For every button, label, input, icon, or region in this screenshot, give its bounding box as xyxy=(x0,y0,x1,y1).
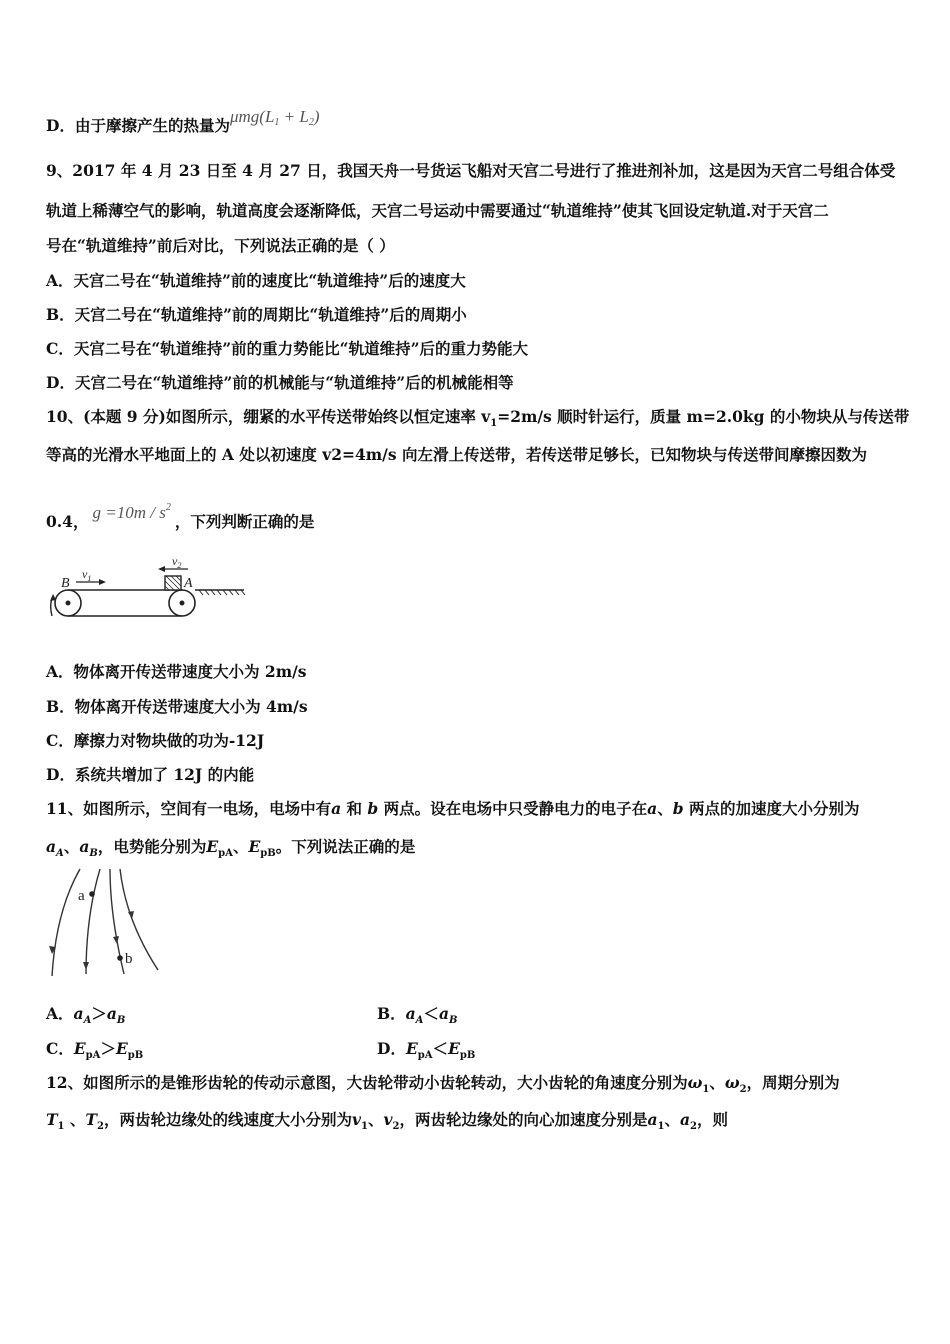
q9-option-c: C．天宫二号在“轨道维持”前的重力势能比“轨道维持”后的重力势能大 xyxy=(46,339,529,358)
q10-option-d: D．系统共增加了 12J 的内能 xyxy=(46,765,255,784)
q11-stem-line-1: 11、如图所示，空间有一电场，电场中有a 和 b 两点。设在电场中只受静电力的电子在a、b 两点的加速度大小分别为 xyxy=(46,799,860,818)
label-b: B xyxy=(61,576,70,591)
q11-option-c: C．$E_{pA}>E_{pB}$ xyxy=(46,1039,144,1062)
label-v1: $v_1$ xyxy=(82,567,92,583)
q12-stem-line-2: $T_1$ 、$T_2$，两齿轮边缘处的线速度大小分别为$v_1$、$v_2$，两齿轮边缘处的向心加速度分别是$a_1$、$a_2$，则 xyxy=(46,1110,729,1133)
electric-field-figure xyxy=(42,866,166,980)
conveyor-belt-figure xyxy=(44,554,254,626)
field-line-1 xyxy=(52,869,80,976)
label-point-b: b xyxy=(125,951,133,967)
label-a: A xyxy=(184,576,193,591)
q9-option-d: D．天宫二号在“轨道维持”前的机械能与“轨道维持”后的机械能相等 xyxy=(46,373,514,392)
q10-option-c: C．摩擦力对物块做的功为-12J xyxy=(46,731,265,750)
point-a xyxy=(89,891,95,897)
heat-formula: μmg(L1 + L2) xyxy=(229,107,320,128)
q8-option-d-text: D．由于摩擦产生的热量为 xyxy=(46,116,230,135)
q9-option-a: A．天宫二号在“轨道维持”前的速度比“轨道维持”后的速度大 xyxy=(46,271,466,290)
q10-stem-line-3: 0.4， $g =10m / s^2$，下列判断正确的是 xyxy=(46,502,315,531)
q9-stem-line-3: 号在“轨道维持”前后对比，下列说法正确的是（ ） xyxy=(46,236,395,255)
gravity-formula: $g =10m / s^2$ xyxy=(92,502,171,522)
label-point-a: a xyxy=(78,888,85,904)
q11-option-b: B．$a_A<a_B$ xyxy=(377,1004,458,1027)
point-b xyxy=(117,955,123,961)
q8-option-d xyxy=(46,107,320,142)
q10-option-b: B．物体离开传送带速度大小为 4m/s xyxy=(46,697,308,716)
q10-stem-line-1: 10、(本题 9 分)如图所示，绷紧的水平传送带始终以恒定速率 $v_1=2m/s$ 顺时针运行，质量 m=2.0kg 的小物块从与传送带 xyxy=(46,407,910,430)
q9-stem-line-2: 轨道上稀薄空气的影响，轨道高度会逐渐降低，天宫二号运动中需要通过“轨道维持”使其飞回设定轨道.对于天宫二 xyxy=(46,201,829,220)
q11-option-d: D．$E_{pA}<E_{pB}$ xyxy=(377,1039,476,1062)
q9-stem-line-1: 9、2017 年 4 月 23 日至 4 月 27 日，我国天舟一号货运飞船对天宫二号进行了推进剂补加，这是因为天宫二号组合体受 xyxy=(46,161,896,180)
q10-option-a: A．物体离开传送带速度大小为 2m/s xyxy=(46,662,307,681)
field-line-2 xyxy=(86,869,100,974)
label-v2: $v_2$ xyxy=(172,554,182,570)
q12-stem-line-1: 12、如图所示的是锥形齿轮的传动示意图，大齿轮带动小齿轮转动，大小齿轮的角速度分别为$\omega_1$、$\omega_2$，周期分别为 xyxy=(46,1073,840,1096)
q9-option-b: B．天宫二号在“轨道维持”前的周期比“轨道维持”后的周期小 xyxy=(46,305,467,324)
q11-option-a: A．$a_A>a_B$ xyxy=(46,1004,126,1027)
q11-stem-line-2: $a_A$、$a_B$，电势能分别为$E_{pA}$、$E_{pB}$。下列说法正确的是 xyxy=(46,837,416,860)
q10-stem-line-2: 等高的光滑水平地面上的 A 处以初速度 v2=4m/s 向左滑上传送带，若传送带足够长，已知物块与传送带间摩擦因数为 xyxy=(46,445,867,464)
